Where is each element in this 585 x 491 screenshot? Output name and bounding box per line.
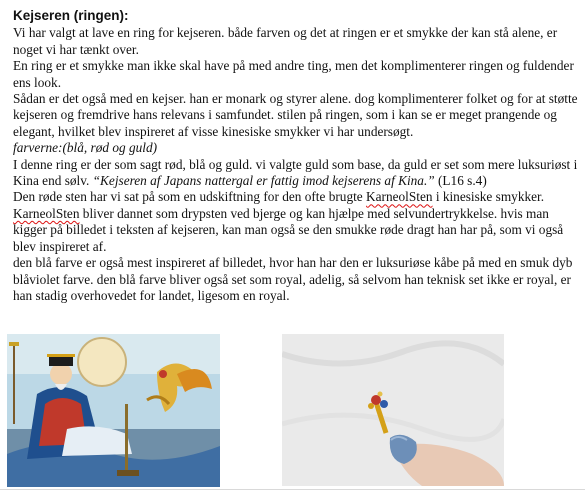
paragraph-red-stone [13,189,579,205]
ring-photo [282,334,504,486]
gold-text: I denne ring er der som sagt rød, blå og guld. vi valgte guld som base, da guld er set som mere luksuriøst i Kina end sølv. [13,156,578,189]
karneol-text: bliver dannet som drypsten ved bjerge og kan hjælpe med selvundertrykkelse. hvis man kigger på billedet i teksten af kejseren, kan man også se den smukke røde dragt han har på, som vi også blev inspireret af. [13,205,564,254]
nightingale-quote: “Kejseren af Japans nattergal er fattig imod kejserens af Kina.” [92,173,435,189]
ring-on-finger-icon [282,334,504,486]
document-text [13,8,579,304]
red-stone-text: Den røde sten har vi sat på som en udskiftning for den ofte brugte [13,189,367,205]
paragraph-ring-choice: Vi har valgt at lave en ring for kejseren. både farven og det at ringen er et smykke der kan stå alene, er noget vi har tænkt over. [13,25,558,57]
spellcheck-word: KarneolSten [13,205,80,221]
paragraph-emperor: Sådan er det også med en kejser. han er monark og styrer alene. dog komplimenterer folket og for at støtte kejseren og fremdrive hans relevans i samfundet. stilen på ringen, som i kan se er meget prangende og elegant, hvilket blev inspireret af visse kinesiske smykker vi har undersøgt. [13,91,578,139]
red-stone-text-end: i kinesiske smykker. [432,189,545,205]
paragraph-ring-alone: En ring er et smykke man ikke skal have på med andre ting, men det komplimenterer ringen og fuldender ens look. [13,58,574,90]
paragraph-blue: den blå farve er også mest inspireret af billedet, hvor han har den er luksuriøse kåbe på med en smuk dyb blåviolet farve. den blå farve bliver også set som royal, adelig, så selvom han teknisk set ikke er royal, er han stadig overhovedet for landet, ligesom en royal. [13,255,573,303]
colors-subheading: farverne:(blå, rød og guld) [13,140,158,156]
paragraph-karneol [13,206,579,255]
emperor-painting-icon [7,334,220,487]
document-heading: Kejseren (ringen): [13,8,129,23]
spellcheck-word: KarneolSten [366,189,433,205]
page-bottom-divider [0,489,585,490]
paragraph-gold [13,157,579,190]
quote-reference: (L16 s.4) [434,173,487,189]
emperor-illustration [7,334,220,487]
